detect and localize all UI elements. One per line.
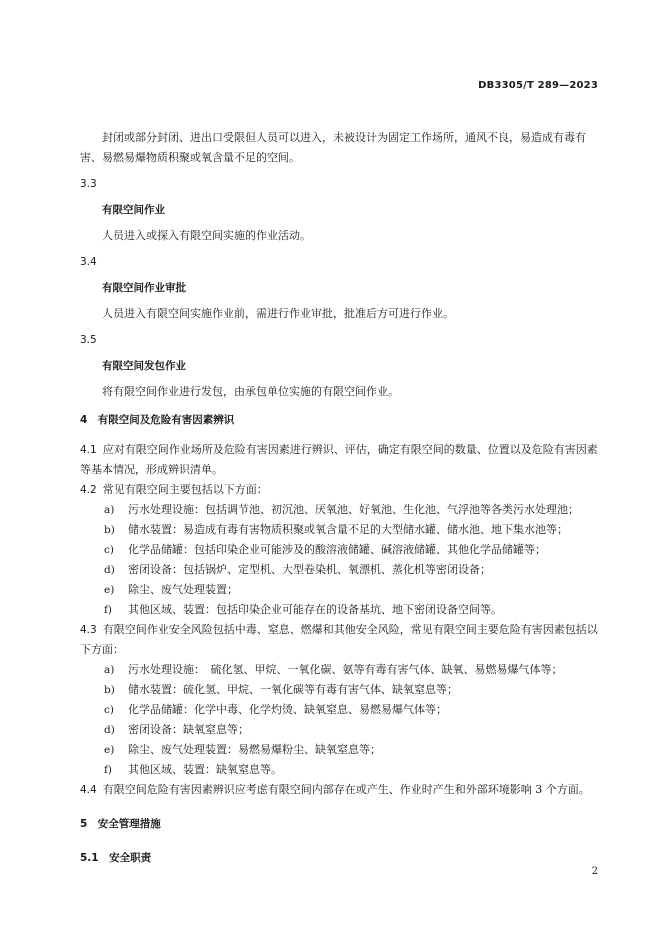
clause-3-5-number: 3.5 <box>80 334 97 346</box>
list-item: b) 储水装置：易造成有毒有害物质积聚或氧含量不足的大型储水罐、储水池、地下集水池等； <box>104 523 568 536</box>
list-item: b) 储水装置：硫化氢、甲烷、一氧化碳等有毒有害气体、缺氧窒息等； <box>104 683 458 696</box>
clause-4-2-text: 常见有限空间主要包括以下方面： <box>102 483 268 496</box>
section-4-heading: 4 有限空间及危险有害因素辨识 <box>80 414 235 426</box>
document-number: DB3305/T 289—2023 <box>478 80 598 91</box>
list-item: a) 污水处理设施：包括调节池、初沉池、厌氧池、好氧池、生化池、气浮池等各类污水处理池； <box>104 503 579 516</box>
clause-3-4-term: 有限空间作业审批 <box>102 282 186 294</box>
clause-3-4-definition: 人员进入有限空间实施作业前，需进行作业审批，批准后方可进行作业。 <box>102 307 454 320</box>
clause-4-1-text: 应对有限空间作业场所及危险有害因素进行辨识、评估，确定有限空间的数量、位置以及危险有害因素等基本情况，形成辨识清单。 <box>80 443 598 476</box>
clause-4-2 <box>80 480 600 500</box>
section-5-heading: 5 安全管理措施 <box>80 818 161 830</box>
clause-4-2-list <box>80 500 600 620</box>
list-item: c) 化学品储罐：化学中毒、化学灼烫、缺氧窒息、易燃易爆气体等； <box>104 703 447 716</box>
list-item: d) 密闭设备：缺氧窒息等； <box>104 723 249 736</box>
clause-3-4-number: 3.4 <box>80 256 97 268</box>
clause-3-3-term: 有限空间作业 <box>102 204 165 216</box>
page-content <box>80 128 600 868</box>
clause-4-4 <box>80 780 600 800</box>
list-item: a) 污水处理设施： 硫化氢、甲烷、一氧化碳、氨等有毒有害气体、缺氧、易燃易爆气体等； <box>104 663 563 676</box>
list-item: f) 其他区域、装置：缺氧窒息等。 <box>104 763 282 776</box>
list-item: c) 化学品储罐：包括印染企业可能涉及的酸溶液储罐、碱溶液储罐、其他化学品储罐等； <box>104 543 546 556</box>
page-number: 2 <box>591 866 598 877</box>
clause-3-3-number: 3.3 <box>80 178 97 190</box>
clause-3-3-definition: 人员进入或探入有限空间实施的作业活动。 <box>102 229 311 242</box>
clause-4-3-number: 4.3 <box>80 624 97 636</box>
clause-5-1-heading: 5.1 安全职责 <box>80 852 152 864</box>
clause-4-3 <box>80 620 600 660</box>
clause-3-5-term: 有限空间发包作业 <box>102 360 186 372</box>
clause-4-4-number: 4.4 <box>80 784 97 796</box>
clause-4-4-text: 有限空间危险有害因素辨识应考虑有限空间内部存在或产生、作业时产生和外部环境影响 3 个方面。 <box>102 783 590 796</box>
list-item: e) 除尘、废气处理装置：易燃易爆粉尘、缺氧窒息等； <box>104 743 381 756</box>
clause-4-1-number: 4.1 <box>80 444 97 456</box>
clause-3-5-definition: 将有限空间作业进行发包，由承包单位实施的有限空间作业。 <box>102 385 399 398</box>
definition-3-2-text: 封闭或部分封闭、进出口受限但人员可以进入，未被设计为固定工作场所，通风不良，易造成有毒有害、易燃易爆物质积聚或氧含量不足的空间。 <box>80 131 586 164</box>
clause-4-3-list <box>80 660 600 780</box>
list-item: e) 除尘、废气处理装置； <box>104 583 238 596</box>
clause-4-3-text: 有限空间作业安全风险包括中毒、窒息、燃爆和其他安全风险，常见有限空间主要危险有害因素包括以下方面： <box>80 623 598 656</box>
clause-4-2-number: 4.2 <box>80 484 97 496</box>
clause-4-1 <box>80 440 600 480</box>
list-item: d) 密闭设备：包括锅炉、定型机、大型卷染机、氧漂机、蒸化机等密闭设备； <box>104 563 491 576</box>
list-item: f) 其他区域、装置：包括印染企业可能存在的设备基坑、地下密闭设备空间等。 <box>104 603 502 616</box>
